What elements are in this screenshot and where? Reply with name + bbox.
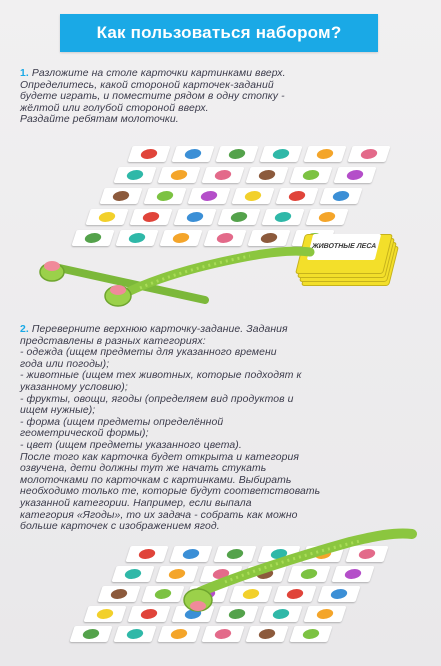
step1-line: Определитесь, какой стороной карточек-заданий — [20, 79, 274, 91]
step2-line: - фрукты, овощи, ягоды (определяем вид продуктов и — [20, 393, 294, 405]
step2-line: представлены в разных категориях: — [20, 335, 206, 347]
step2-line: молоточками по карточкам с картинками. Выбирать — [20, 474, 292, 486]
step2-line: - форма (ищем предметы определённой — [20, 416, 224, 428]
step1-line: Разложите на столе карточки картинками вверх. — [31, 68, 286, 79]
step2-line: - одежда (ищем предметы для указанного времени — [20, 347, 277, 359]
step1-line: жёлтой или голубой стороной вверх. — [20, 102, 209, 114]
step2-line: геометрической формы); — [20, 428, 149, 440]
step2-line: указанной категории. Например, если выпала — [20, 497, 252, 509]
step2-line: - животные (ищем тех животных, которые подходят к — [20, 370, 302, 382]
step2-number: 2. — [20, 324, 29, 335]
step2-line: - цвет (ищем предметы указанного цвета). — [20, 439, 242, 451]
step2-line: указанному условию); — [20, 381, 128, 393]
step2-line: ищем нужные); — [20, 405, 96, 417]
deck-card-label: ЖИВОТНЫЕ ЛЕСА — [307, 234, 381, 260]
step2-line: категория «Ягоды», то их задача - собрать как можно — [20, 509, 298, 521]
step2-line: года или погоды); — [20, 358, 110, 370]
step2-line: После того как карточка будет открыта и категория — [20, 451, 300, 463]
page-title: Как пользоваться набором? — [60, 14, 378, 52]
step2-line: озвучена, дети должны тут же начать стукать — [20, 463, 267, 475]
step1-number: 1. — [20, 68, 29, 79]
step2-line: Переверните верхнюю карточку-задание. Задания — [31, 324, 288, 335]
step1-line: будете играть, и поместите рядом в одну стопку - — [20, 91, 285, 103]
step1-line: Раздайте ребятам молоточки. — [20, 114, 179, 126]
step2-line: больше карточек с изображением ягод. — [20, 521, 220, 533]
step2-line: необходимо только те, которые будут соответствовать — [20, 486, 321, 498]
